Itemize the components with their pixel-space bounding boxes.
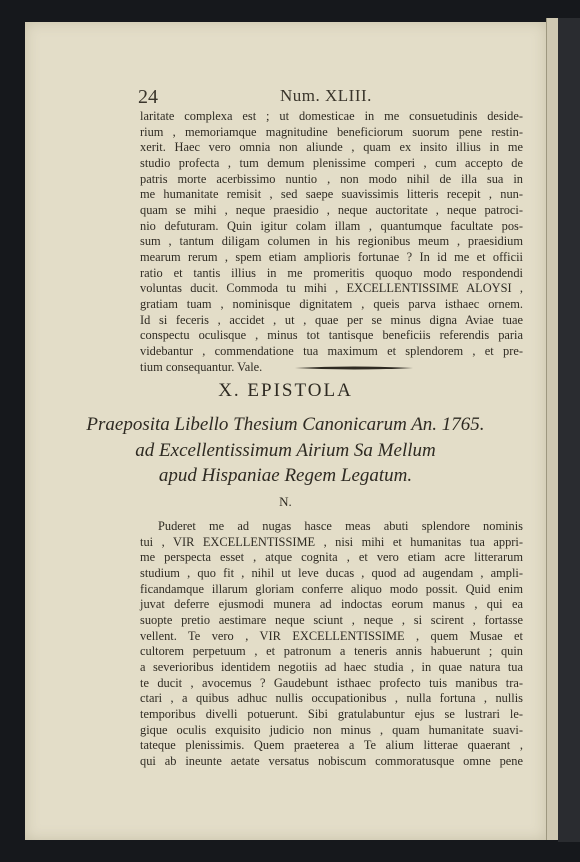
text-line: ratio et tantis illius in me promeritis quoquo modo respondendi [140,265,523,280]
text-line: temporibus divelli potuerunt. Sibi gratulabuntur ejus se lustrari le- [140,706,523,721]
text-line: studium , quo fit , nihil ut leve ducas , quod ad augendam , ampli- [140,565,523,580]
text-line: conspectu oculisque , minus tot tantisque beneficiis referendis paria [140,328,523,343]
text-line: suopte pretio aestimare neque sciunt , neque , si scirent , fortasse [140,612,523,627]
text-line: te ducit , avocemus ? Gaudebunt isthaec profecto tuis manibus tra- [140,675,523,690]
text-line: gique oculis exquisito judicio non minus , quam humanitate suavi- [140,722,523,737]
author-initial: N. [279,494,292,509]
section-subtitle-line: Praeposita Libello Thesium Canonicarum An. 1765. [86,414,485,435]
text-line: patris morte acerbissimo nuntio , non modo nihil de illa sua in [140,171,523,186]
text-line: juvat deferre ejusmodi munera ad indoctas eorum manus , qui ea [140,597,523,612]
section-subtitle-line: apud Hispaniae Regem Legatum. [158,465,413,486]
text-line: videbantur , commendatione tua maximum et splendorem , et pre- [140,343,523,358]
text-line: tium consequantur. Vale. [140,359,263,374]
text-line: rium , memoriamque magnitudine beneficiorum suorum pene restin- [140,124,523,139]
section-title: X. EPISTOLA [218,380,353,401]
section-divider-ornament [295,366,413,370]
text-line: tui , VIR EXCELLENTISSIME , nisi mihi et humanitas tua appri- [140,534,523,549]
letter-body-text [140,519,523,770]
text-line: mearum rerum , spem etiam amplioris fortunae ? In id me et officii [140,249,523,264]
text-line: qui ab ineunte aetate versatus nobiscum commoratusque omne pene [140,753,523,768]
text-line: vellent. Te vero , VIR EXCELLENTISSIME , quem Musae et [140,628,523,643]
section-subtitle-line: ad Excellentissimum Airium Sa Mellum [135,440,436,461]
text-line: ficandamque illarum gloriam conferre aliquo modo possit. Quid enim [140,581,523,596]
text-line: xerit. Haec vero omnia non aliunde , quam ex insito illius in me [140,140,523,155]
text-line: voluntas ducit. Commoda tu mihi , EXCELLENTISSIME ALOYSI , [140,281,523,296]
text-line: quam se mihi , neque praesidio , neque auctoritate , neque patroci- [140,202,523,217]
text-line: studio profecta , tum demum plenissime comperi , cum accepto de [140,155,523,170]
text-line: me perspecta esset , atque cognita , et vero etiam acre litterarum [140,550,523,565]
text-line: tateque plenissimis. Quem praeterea a Te alium litterae quaerant , [140,738,523,753]
letter-closing-text [140,109,523,375]
text-line: laritate complexa est ; ut domesticae in me consuetudinis deside- [140,109,523,123]
running-head: Num. XLIII. [280,86,372,105]
text-line: cultorem perpetuum , et patronum a teneris annis habuerunt ; quin [140,644,523,659]
text-line: gratiam tuam , nominisque dignitatem , queis parva isthaec ornem. [140,296,523,311]
text-line: Puderet me ad nugas hasce meas abuti splendore nominis [158,519,523,533]
text-line: a severioribus identidem negotiis ad haec studia , in quae natura tua [140,659,523,674]
book-page [25,22,546,840]
page-number: 24 [138,86,158,108]
book-background [558,18,580,842]
text-line: sum , tantum diligam columen in his regionibus meum , praesidium [140,234,523,249]
text-line: Id si feceris , accidet , ut , quae per se minus digna Aviae tuae [140,312,523,327]
text-line: ctari , a quibus adhuc nullis occupationibus , nulla fortuna , nullis [140,691,523,706]
text-line: nio defuturam. Quin igitur colam illam , quantumque facultate pos- [140,218,523,233]
text-line: me humanitate remisit , sed saepe suavissimis litteris recepit , nun- [140,187,523,202]
